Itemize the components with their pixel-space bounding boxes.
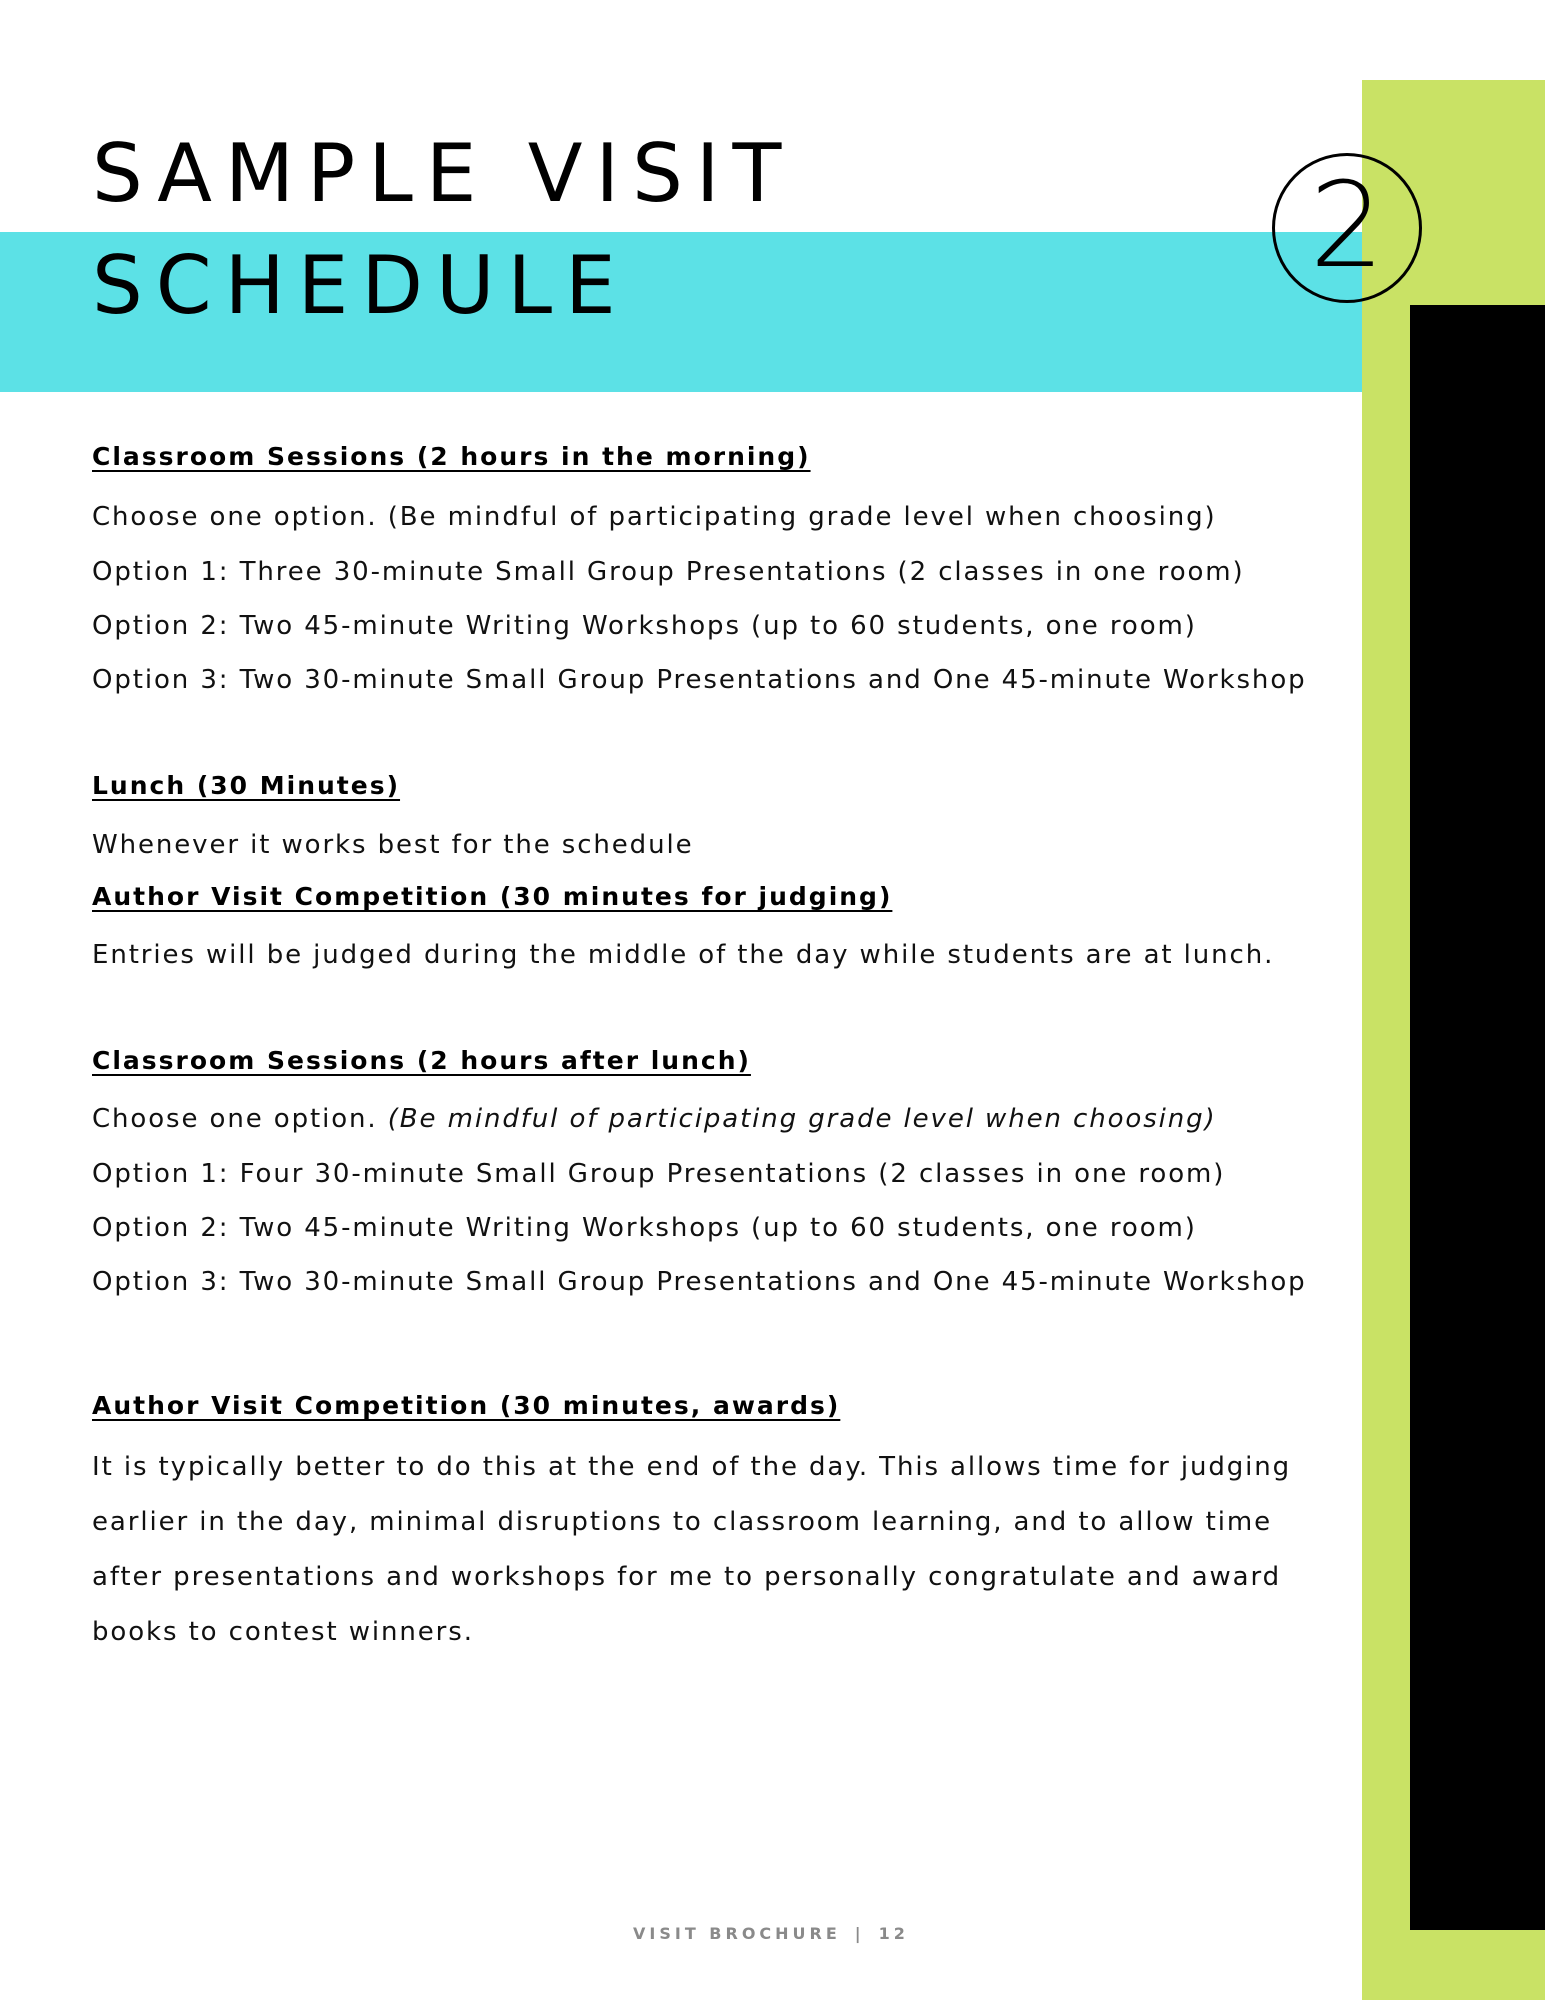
section-line-text: Choose one option. <box>92 1104 378 1134</box>
section-heading-competition-judging: Author Visit Competition (30 minutes for judging) <box>92 882 893 911</box>
chapter-number-badge <box>1272 153 1422 303</box>
section-line: after presentations and workshops for me to personally congratulate and award <box>92 1562 1282 1592</box>
chapter-number: 2 <box>1309 156 1385 294</box>
section-line: books to contest winners. <box>92 1617 474 1647</box>
section-line: Option 2: Two 45-minute Writing Workshops (up to 60 students, one room) <box>92 1213 1197 1243</box>
footer-wrap <box>633 1924 909 1943</box>
section-heading-lunch: Lunch (30 Minutes) <box>92 771 401 800</box>
section-heading-afternoon-sessions: Classroom Sessions (2 hours after lunch) <box>92 1046 751 1075</box>
section-line: Option 2: Two 45-minute Writing Workshops (up to 60 students, one room) <box>92 611 1197 641</box>
italic-note: (Be mindful of participating grade level when choosing) <box>387 1104 1217 1134</box>
section-line: Whenever it works best for the schedule <box>92 830 694 860</box>
page-title-line-1: SAMPLE VISIT <box>92 127 795 220</box>
section-line: earlier in the day, minimal disruptions to classroom learning, and to allow time <box>92 1507 1272 1537</box>
black-side-bar <box>1410 305 1545 1930</box>
page-title-line-2: SCHEDULE <box>92 239 629 332</box>
section-line: Option 1: Four 30-minute Small Group Presentations (2 classes in one room) <box>92 1159 1226 1189</box>
page-number: 12 <box>878 1924 909 1943</box>
footer-label: VISIT BROCHURE <box>633 1924 841 1943</box>
section-line: It is typically better to do this at the end of the day. This allows time for judging <box>92 1452 1292 1482</box>
section-line: Option 1: Three 30-minute Small Group Presentations (2 classes in one room) <box>92 557 1245 587</box>
section-heading-morning-sessions: Classroom Sessions (2 hours in the morning) <box>92 442 811 471</box>
section-line: Option 3: Two 30-minute Small Group Presentations and One 45-minute Workshop <box>92 1267 1307 1297</box>
section-line: Entries will be judged during the middle of the day while students are at lunch. <box>92 940 1275 970</box>
section-line <box>92 1106 1217 1132</box>
section-line: Choose one option. (Be mindful of participating grade level when choosing) <box>92 502 1217 532</box>
footer-separator: | <box>854 1924 865 1943</box>
section-heading-competition-awards: Author Visit Competition (30 minutes, awards) <box>92 1391 841 1420</box>
section-line: Option 3: Two 30-minute Small Group Presentations and One 45-minute Workshop <box>92 665 1307 695</box>
